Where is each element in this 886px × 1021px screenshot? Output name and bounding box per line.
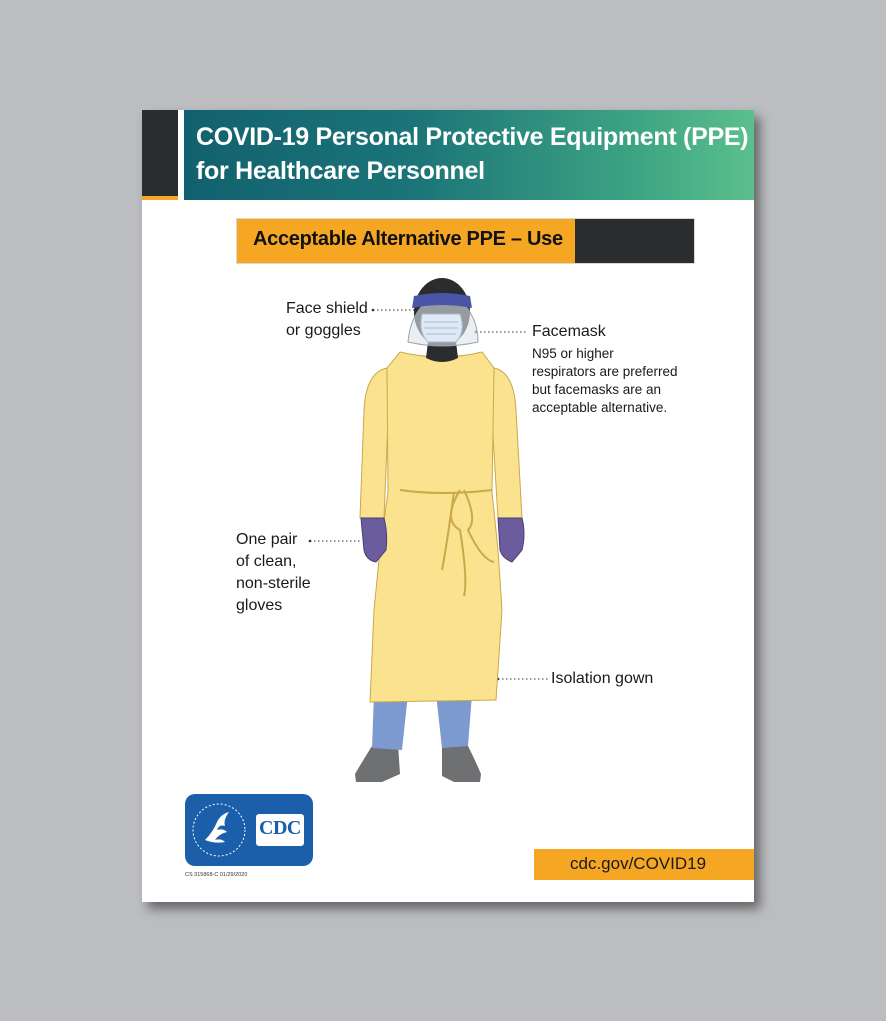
subheading-text: Acceptable Alternative PPE – Use — [253, 228, 563, 250]
title-line-2: for Healthcare Personnel — [196, 157, 485, 185]
url-text: cdc.gov/COVID19 — [570, 854, 707, 873]
cdc-logo-text: CDC — [259, 817, 301, 839]
pants — [372, 694, 472, 750]
healthcare-worker-illustration — [142, 110, 754, 902]
hhs-eagle-icon — [187, 794, 251, 866]
hhs-cdc-logo — [185, 794, 313, 866]
ppe-poster — [142, 110, 754, 902]
title-line-1: COVID-19 Personal Protective Equipment (PPE) — [196, 123, 749, 151]
shoes — [355, 744, 481, 782]
publication-code: CS 315868-C 01/29/2020 — [185, 872, 248, 878]
face-shield-label: Face shield or goggles — [286, 300, 368, 339]
gloves-label: One pair of clean, non-sterile gloves — [236, 531, 311, 614]
url-bar — [534, 849, 754, 880]
facemask-label: Facemask — [532, 323, 606, 340]
facemask-note: N95 or higher respirators are preferred but facemasks are an acceptable alternative. — [532, 346, 678, 415]
gown — [370, 352, 502, 702]
cdc-badge — [256, 814, 304, 846]
gown-label: Isolation gown — [551, 670, 654, 687]
